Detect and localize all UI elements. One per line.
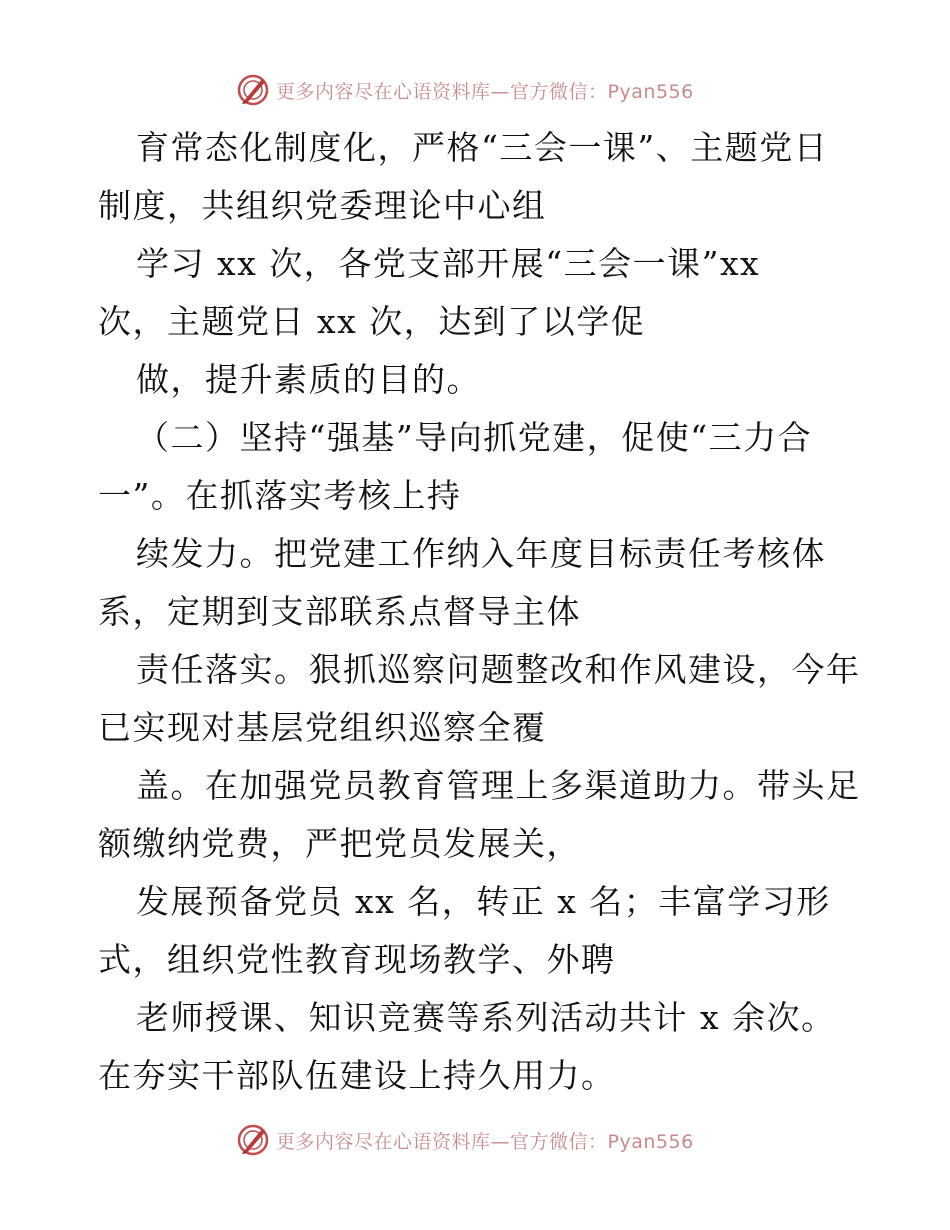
text-line: 育常态化制度化，严格“三会一课”、主题党日 <box>136 128 829 167</box>
text-line: 系，定期到支部联系点督导主体 <box>98 592 581 631</box>
text-line: 式，组织党性教育现场教学、外聘 <box>98 940 616 979</box>
text-line: 学习 xx 次，各党支部开展“三会一课”xx <box>136 244 761 283</box>
text-line: 发展预备党员 xx 名，转正 x 名；丰富学习形 <box>136 882 831 921</box>
text-line: 盖。在加强党员教育管理上多渠道助力。带头足 <box>136 766 861 805</box>
text-line: 已实现对基层党组织巡察全覆 <box>98 708 547 747</box>
pen-seal-icon <box>236 73 270 107</box>
footer-watermark <box>236 1122 694 1158</box>
text-line: 一”。在抓落实考核上持 <box>98 476 462 515</box>
text-line: 责任落实。狠抓巡察问题整改和作风建设，今年 <box>136 650 861 689</box>
text-line: 次，主题党日 xx 次，达到了以学促 <box>98 302 646 341</box>
text-line: 续发力。把党建工作纳入年度目标责任考核体 <box>136 534 826 573</box>
watermark-text: 更多内容尽在心语资料库—官方微信：Pyan556 <box>276 1130 694 1153</box>
text-line: 在夯实干部队伍建设上持久用力。 <box>98 1056 616 1095</box>
header-watermark <box>236 72 694 108</box>
pen-seal-icon <box>236 1123 270 1157</box>
text-line: 制度，共组织党委理论中心组 <box>98 186 547 225</box>
watermark-text: 更多内容尽在心语资料库—官方微信：Pyan556 <box>276 80 694 103</box>
text-line: 做，提升素质的目的。 <box>136 360 481 399</box>
text-line: 额缴纳党费，严把党员发展关， <box>98 824 581 863</box>
text-line: 老师授课、知识竞赛等系列活动共计 x 余次。 <box>136 998 836 1037</box>
section-heading-line: （二）坚持“强基”导向抓党建，促使“三力合 <box>136 418 813 457</box>
